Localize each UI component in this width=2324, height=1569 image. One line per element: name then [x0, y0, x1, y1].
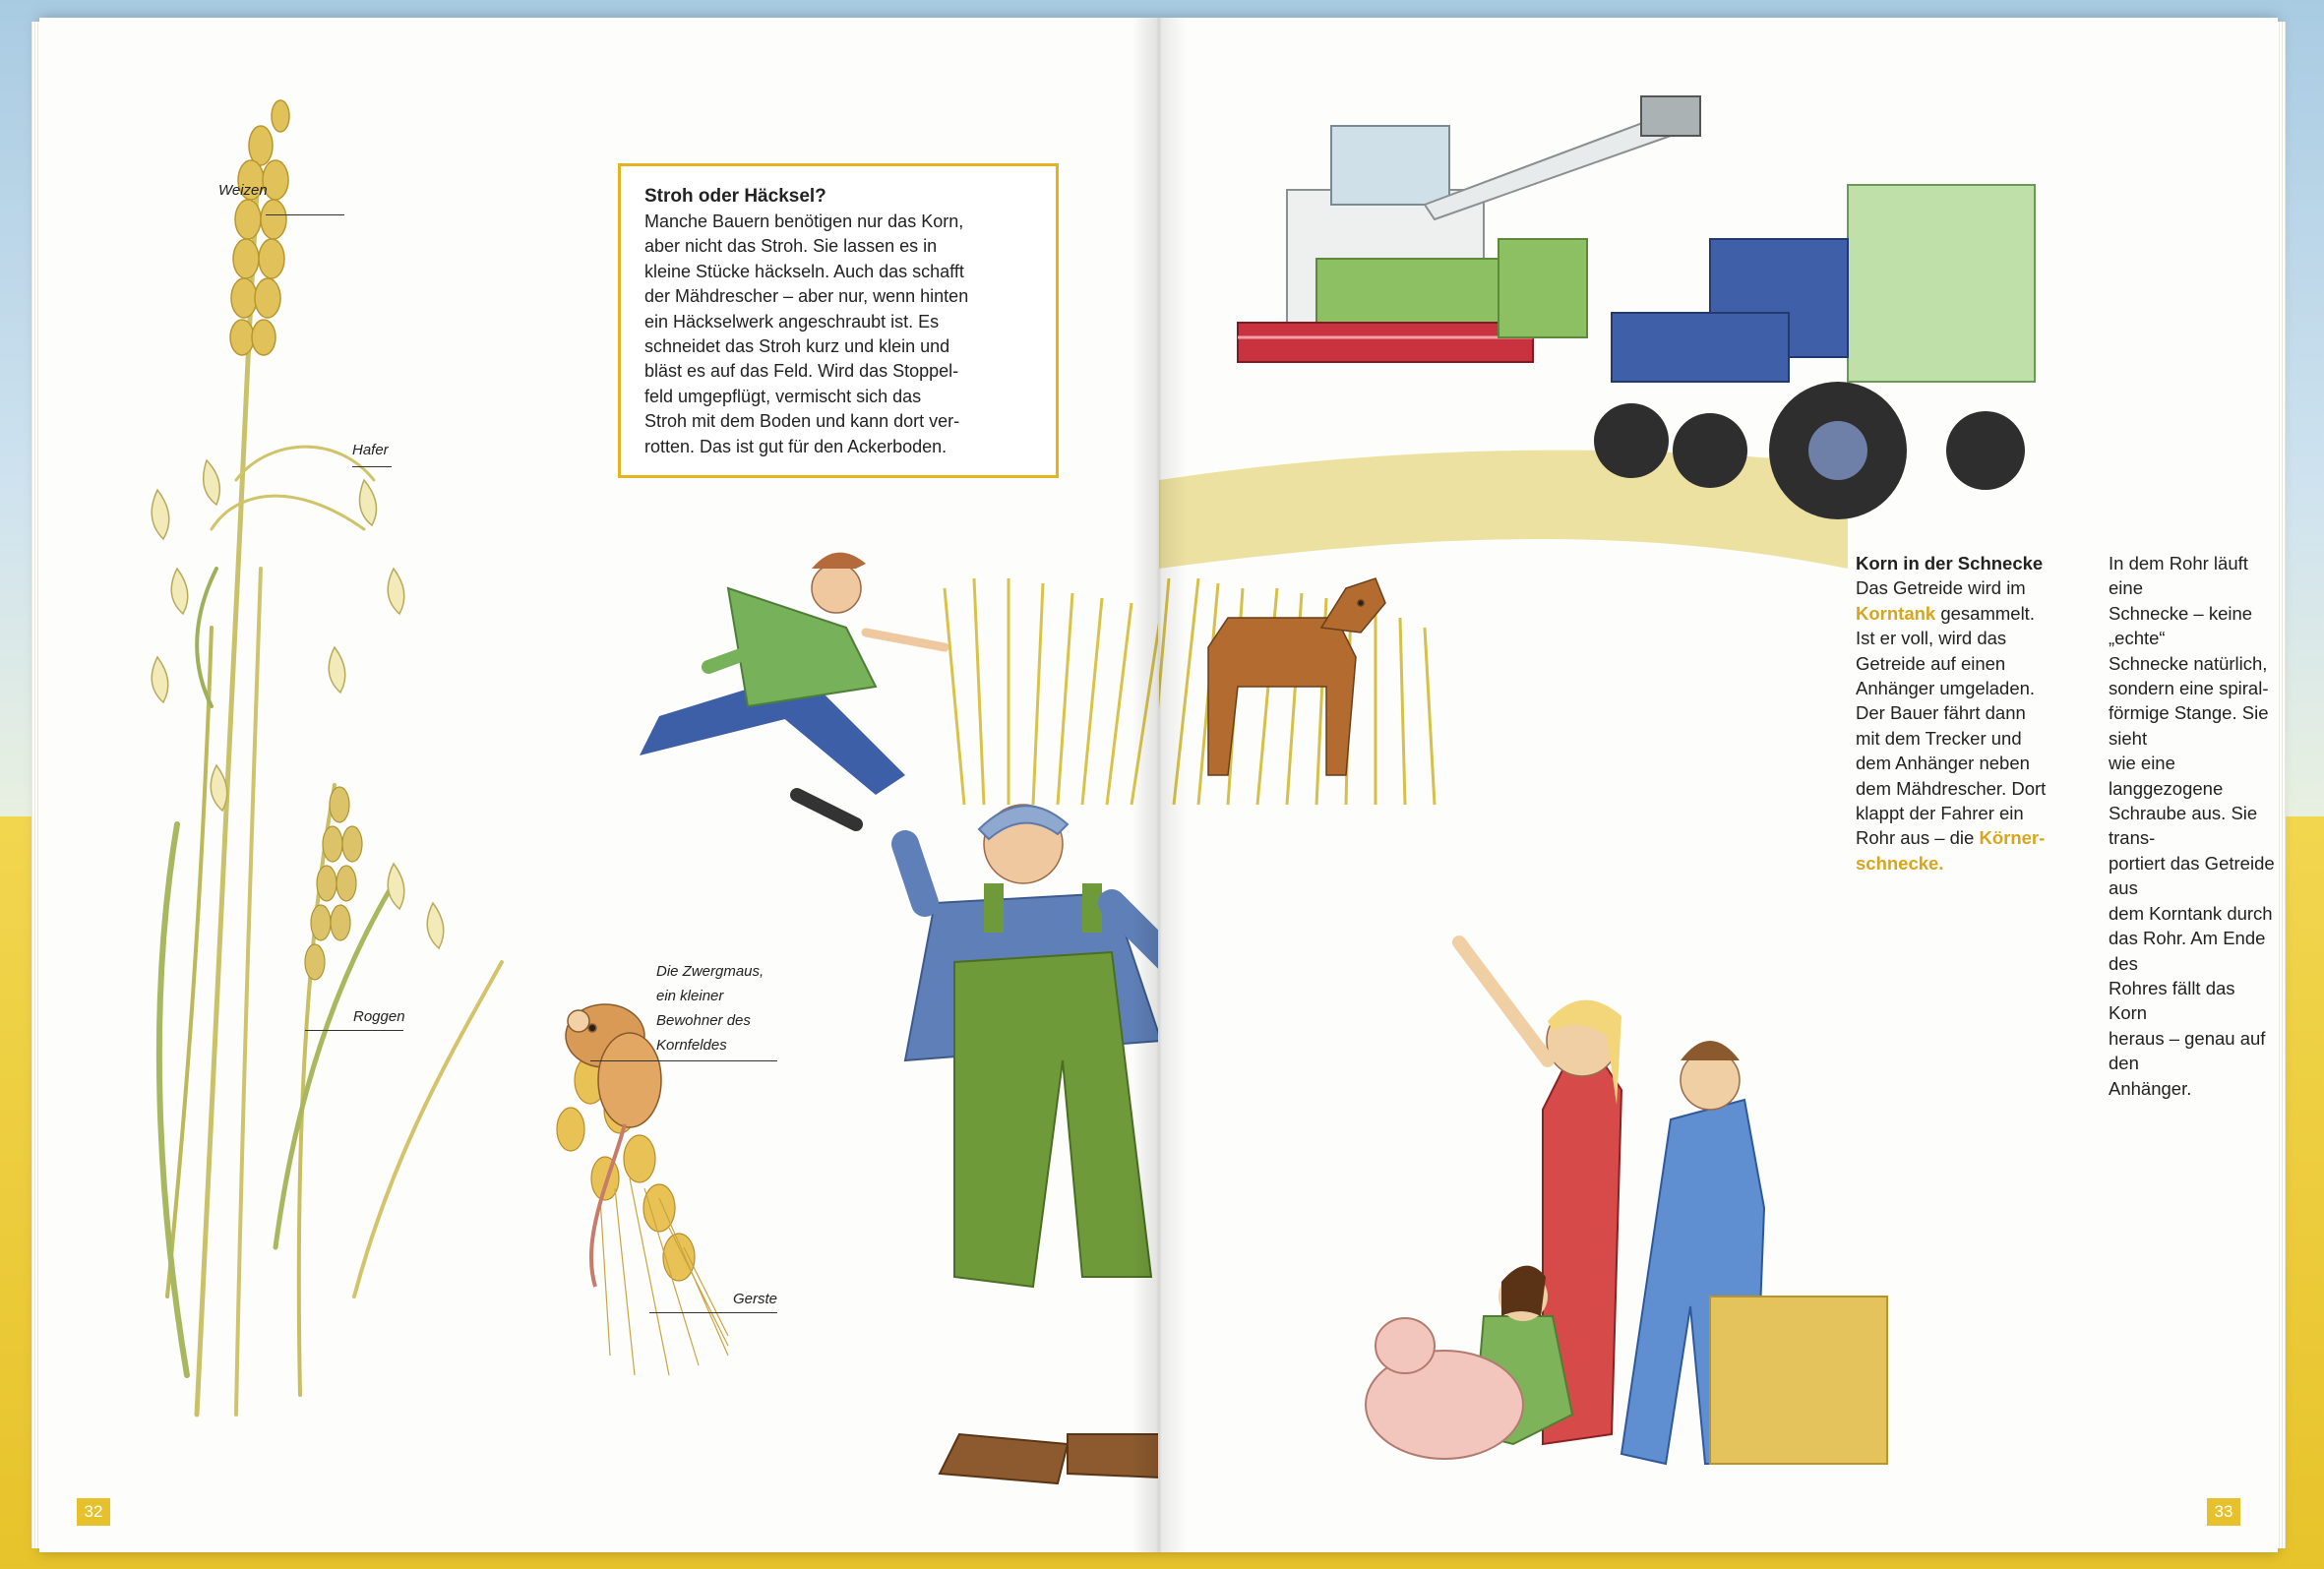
left-page	[39, 18, 1158, 1552]
infobox-line: Manche Bauern benötigen nur das Korn,	[644, 211, 964, 231]
highlight-koernerschnecke: Körner-	[1979, 827, 2046, 849]
label-rye: Roggen	[353, 1008, 405, 1025]
column1-line: Der Bauer fährt dann	[1856, 702, 2026, 724]
column1-line-with-highlight	[1856, 601, 2052, 626]
page-number-left: 32	[77, 1498, 110, 1526]
infobox-line: schneidet das Stroh kurz und klein und	[644, 336, 950, 357]
page-number-right: 33	[2207, 1498, 2240, 1526]
infobox-line: Stroh mit dem Boden und kann dort ver-	[644, 411, 960, 432]
label-mouse-line: Die Zwergmaus,	[656, 963, 764, 980]
column1-line: Rohr aus – die	[1856, 827, 1980, 849]
oat-spikelets	[152, 460, 444, 948]
infobox-line: aber nicht das Stroh. Sie lassen es in	[644, 236, 938, 257]
column1-line: gesammelt.	[1935, 602, 2035, 624]
column2-line: Anhänger.	[2109, 1077, 2192, 1099]
wheat-field-left	[945, 578, 1158, 805]
text-column-1	[1856, 551, 2052, 875]
column2-line: sondern eine spiral-	[2109, 678, 2269, 699]
column2-line: heraus – genau auf den	[2109, 1027, 2266, 1074]
column1-line: Getreide auf einen	[1856, 652, 2006, 674]
infobox-line: ein Häckselwerk angeschraubt ist. Es	[644, 311, 940, 332]
column1-line: dem Mähdrescher. Dort	[1856, 777, 2047, 799]
infobox-line: bläst es auf das Feld. Wird das Stoppel-	[644, 361, 959, 382]
label-oat: Hafer	[352, 442, 389, 458]
right-page	[1159, 18, 2278, 1552]
infobox-line: kleine Stücke häckseln. Auch das schafft	[644, 261, 964, 281]
column2-line: In dem Rohr läuft eine	[2109, 553, 2248, 599]
text-column-2	[2109, 551, 2278, 1101]
column1-line: mit dem Trecker und	[1856, 727, 2022, 749]
label-mouse-line: Kornfeldes	[656, 1037, 727, 1054]
column2-line: das Rohr. Am Ende des	[2109, 928, 2266, 974]
column2-line: Schraube aus. Sie trans-	[2109, 803, 2258, 849]
highlight-korntank: Korntank	[1856, 602, 1936, 624]
column1-title: Korn in der Schnecke	[1856, 553, 2044, 573]
label-barley: Gerste	[733, 1291, 778, 1307]
infobox-straw	[618, 163, 1059, 478]
book-gutter	[1131, 18, 1187, 1552]
highlight-schnecke: schnecke.	[1856, 852, 1944, 874]
column1-line-with-highlight	[1856, 825, 2052, 850]
infobox-line: der Mähdrescher – aber nur, wenn hinten	[644, 286, 969, 307]
column1-line: klappt der Fahrer ein	[1856, 803, 2024, 824]
column2-line: portiert das Getreide aus	[2109, 852, 2275, 899]
column1-line: Anhänger umgeladen.	[1856, 678, 2036, 699]
column2-line: Schnecke – keine „echte“	[2109, 602, 2253, 649]
children-illustration	[1366, 942, 1887, 1464]
label-wheat: Weizen	[218, 182, 268, 199]
leader-mouse	[590, 1060, 777, 1061]
label-mouse	[656, 959, 784, 1057]
leader-oat	[352, 466, 392, 467]
column1-line: dem Anhänger neben	[1856, 753, 2030, 774]
jumping-boy-illustration	[640, 553, 945, 824]
infobox-line: feld umgepflügt, vermischt sich das	[644, 386, 922, 406]
rye-ear	[305, 787, 362, 980]
infobox-line: rotten. Das ist gut für den Ackerboden.	[644, 436, 948, 456]
leader-wheat	[266, 214, 344, 215]
barley-awns	[600, 1178, 728, 1375]
harvest-field	[1159, 451, 1848, 569]
book-spread	[39, 18, 2278, 1552]
column2-line: wie eine langgezogene	[2109, 753, 2224, 799]
column2-line: dem Korntank durch	[2109, 902, 2273, 924]
deer-illustration	[1208, 578, 1385, 775]
column1-line: Das Getreide wird im	[1856, 577, 2026, 599]
label-mouse-line: Bewohner des	[656, 1012, 751, 1029]
column1-line: Ist er voll, wird das	[1856, 628, 2007, 649]
wheat-ear	[230, 100, 289, 355]
farmer-illustration	[905, 805, 1158, 1483]
column2-line: Schnecke natürlich,	[2109, 652, 2268, 674]
leader-rye	[305, 1030, 403, 1031]
wheat-field-right	[1159, 578, 1435, 805]
label-mouse-line: ein kleiner	[656, 988, 724, 1004]
leader-barley	[649, 1312, 777, 1313]
column2-line: förmige Stange. Sie sieht	[2109, 702, 2269, 749]
infobox-title: Stroh oder Häcksel?	[644, 186, 826, 207]
column2-line: Rohres fällt das Korn	[2109, 977, 2235, 1024]
grain-stalks-illustration	[159, 136, 502, 1415]
